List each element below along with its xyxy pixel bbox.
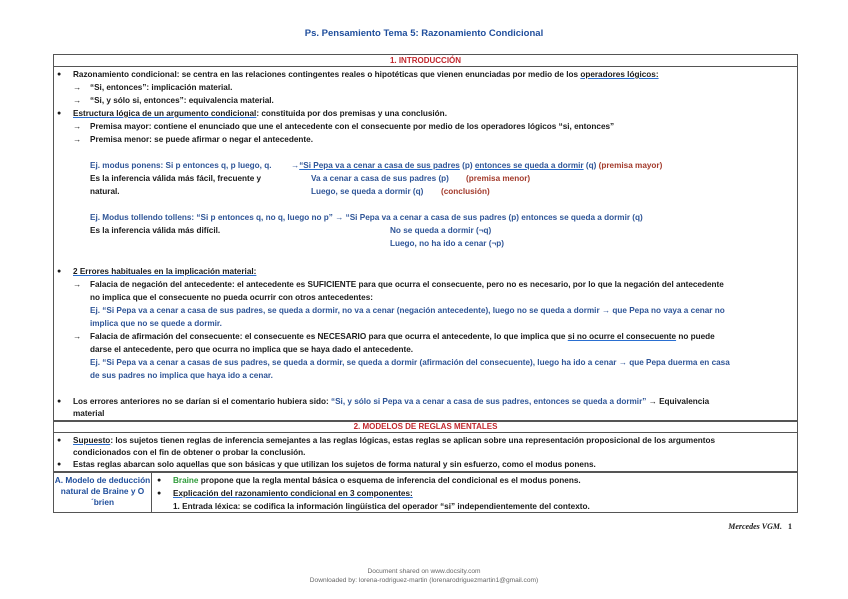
text-line: Supuesto: los sujetos tienen reglas de inferencia semejantes a las reglas lógicas, estas reglas se aplican sobre una representación proposicional de los argumentos [73, 436, 716, 445]
example-text: de sus padres no implica que haya ido a cenar. [90, 371, 273, 380]
text-line: Luego, se queda a dormir (q) [311, 187, 424, 196]
document-title: Ps. Pensamiento Tema 5: Razonamiento Condicional [304, 28, 544, 39]
text-line: darse el antecedente, pero que ocurra no implica que se haya dado el antecedente. [90, 345, 414, 354]
text-line: 2 Errores habituales en la implicación material: [73, 267, 257, 276]
arrow-icon: → [73, 83, 82, 92]
text-line: “Si, y sólo si, entonces”: equivalencia material. [90, 96, 274, 105]
bullet-icon: ● [57, 398, 62, 405]
section-heading-introduccion: 1. INTRODUCCIÓN [53, 54, 798, 67]
arrow-icon: → [73, 332, 82, 341]
bullet-icon: ● [57, 110, 62, 117]
download-notice: Downloaded by: lorena-rodriguez-martin (lorenarodriguezmartin1@gmail.com) [309, 577, 539, 584]
text-line: material [73, 409, 105, 418]
text-line: Braine propone que la regla mental básica o esquema de inferencia del condicional es el modus ponens. [173, 476, 581, 485]
text-line: (conclusión) [441, 187, 490, 196]
text-line: 1. Entrada léxica: se codifica la información lingüística del operador “si” independientemente del contexto. [173, 502, 590, 511]
text-line: Los errores anteriores no se darían si el comentario hubiera sido: “Si, y sólo si Pepa va a cenar a casa de sus padres, entonces se queda a dormir” → Equivalencia [73, 397, 710, 406]
text-line: “Si, entonces”: implicación material. [90, 83, 233, 92]
text-line: natural. [90, 187, 120, 196]
bullet-icon: ● [57, 71, 62, 78]
text-line: Es la inferencia válida más fácil, frecuente y [90, 174, 262, 183]
text-line: Estas reglas abarcan solo aquellas que son básicas y que utilizan los sujetos de forma natural y sin esfuerzo, como el modus ponens. [73, 460, 596, 469]
text-line: Premisa menor: se puede afirmar o negar el antecedente. [90, 135, 313, 144]
arrow-icon: → [73, 135, 82, 144]
arrow-icon: → [73, 96, 82, 105]
text-line: Falacia de afirmación del consecuente: el consecuente es NECESARIO para que ocurra el antecedente, lo que implica que si no ocurre el consecuente no puede [90, 332, 715, 341]
example-text: Ej. “Si Pepa va a cenar a casa de sus padres, se queda a dormir, no va a cenar (negación antecedente), luego no se queda a dormir → que Pepa no vaya a cenar no [90, 306, 725, 315]
text-line: No se queda a dormir (¬q) [390, 226, 492, 235]
bullet-icon: ● [57, 437, 62, 444]
text-line: Razonamiento condicional: se centra en las relaciones contingentes reales o hipotéticas que vienen enunciadas por medio de los operadores lógicos: [73, 70, 659, 79]
text-line: condicionados con el fin de obtener o probar la conclusión. [73, 448, 306, 457]
example-text: implica que no se quede a dormir. [90, 319, 222, 328]
text-line: Premisa mayor: contiene el enunciado que une el antecedente con el consecuente por medio de los operadores lógicos “si, entonces” [90, 122, 615, 131]
text-line: Explicación del razonamiento condicional en 3 componentes: [173, 489, 413, 498]
docsity-notice: Document shared on www.docsity.com [367, 568, 481, 575]
model-label: A. Modelo de deducción natural de Braine y O´brien [54, 472, 152, 512]
text-line: Luego, no ha ido a cenar (¬p) [390, 239, 504, 248]
bullet-icon: ● [157, 490, 162, 497]
example-text: Ej. “Si Pepa va a cenar a casas de sus padres, se queda a dormir, se queda a dormir (afirmación del consecuente), luego ha ido a cenar → que Pepa duerma en casa [90, 358, 730, 367]
text-line: →“Si Pepa va a cenar a casa de sus padres (p) entonces se queda a dormir (q) (premisa mayor) [291, 161, 663, 170]
example-text: Ej. modus ponens: Si p entonces q, p luego, q. [90, 161, 272, 170]
section-heading-modelos: 2. MODELOS DE REGLAS MENTALES [53, 420, 798, 433]
bullet-icon: ● [157, 477, 162, 484]
text-line: Es la inferencia válida más difícil. [90, 226, 221, 235]
text-line: Va a cenar a casa de sus padres (p) [311, 174, 449, 183]
bullet-icon: ● [57, 461, 62, 468]
text-line: no implica que el consecuente no pueda ocurrir con otros antecedentes: [90, 293, 373, 302]
bullet-icon: ● [57, 268, 62, 275]
arrow-icon: → [73, 122, 82, 131]
text-line: Estructura lógica de un argumento condicional: constituida por dos premisas y una conclusión. [73, 109, 447, 118]
text-line: Ej. Modus tollendo tollens: “Si p entonces q, no q, luego no p” → “Si Pepa va a cenar a casa de sus padres (p) entonces se queda a dormir (q) [90, 213, 643, 222]
text-line: Falacia de negación del antecedente: el antecedente es SUFICIENTE para que ocurra el consecuente, pero no es necesario, por lo que la negación del antecedente [90, 280, 724, 289]
page-footer: Mercedes VGM. 1 [728, 522, 792, 531]
text-line: (premisa menor) [466, 174, 531, 183]
arrow-icon: → [73, 280, 82, 289]
